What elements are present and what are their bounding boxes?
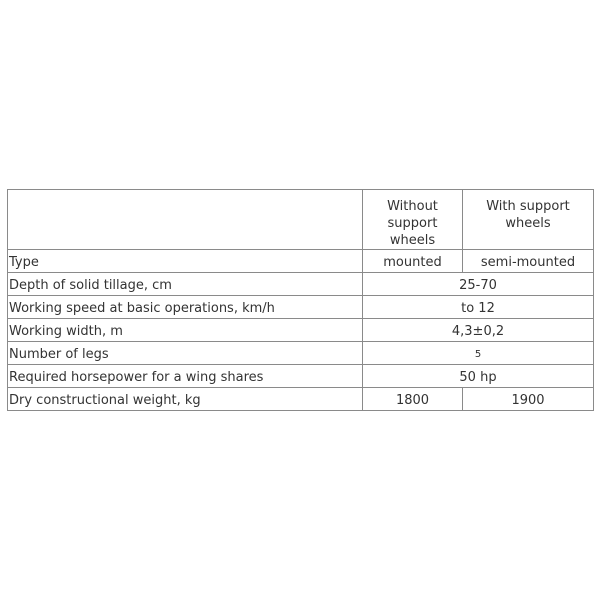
header-without-support-wheels: Without support wheels: [363, 190, 463, 250]
table-row-width: [8, 319, 594, 342]
row-value-with-wheels: semi-mounted: [463, 250, 594, 273]
table-row-type: [8, 250, 594, 273]
specifications-table: [7, 189, 594, 411]
row-label: Depth of solid tillage, cm: [8, 273, 363, 296]
table-row-depth: [8, 273, 594, 296]
table-row-weight: [8, 388, 594, 411]
table-row-legs: [8, 342, 594, 365]
row-label: Dry constructional weight, kg: [8, 388, 363, 411]
row-value: 50 hp: [363, 365, 594, 388]
row-label: Number of legs: [8, 342, 363, 365]
row-value-without-wheels: 1800: [363, 388, 463, 411]
row-value-with-wheels: 1900: [463, 388, 594, 411]
row-value: 25-70: [363, 273, 594, 296]
row-value-without-wheels: mounted: [363, 250, 463, 273]
row-label: Required horsepower for a wing shares: [8, 365, 363, 388]
table-row-horsepower: [8, 365, 594, 388]
row-label: Working width, m: [8, 319, 363, 342]
table-row-speed: [8, 296, 594, 319]
row-value: 4,3±0,2: [363, 319, 594, 342]
row-label: Type: [8, 250, 363, 273]
row-value: to 12: [363, 296, 594, 319]
header-corner-cell: [8, 190, 363, 250]
table-header-row: [8, 190, 594, 250]
header-with-support-wheels: With support wheels: [463, 190, 594, 250]
row-label: Working speed at basic operations, km/h: [8, 296, 363, 319]
row-value: 5: [363, 342, 594, 365]
